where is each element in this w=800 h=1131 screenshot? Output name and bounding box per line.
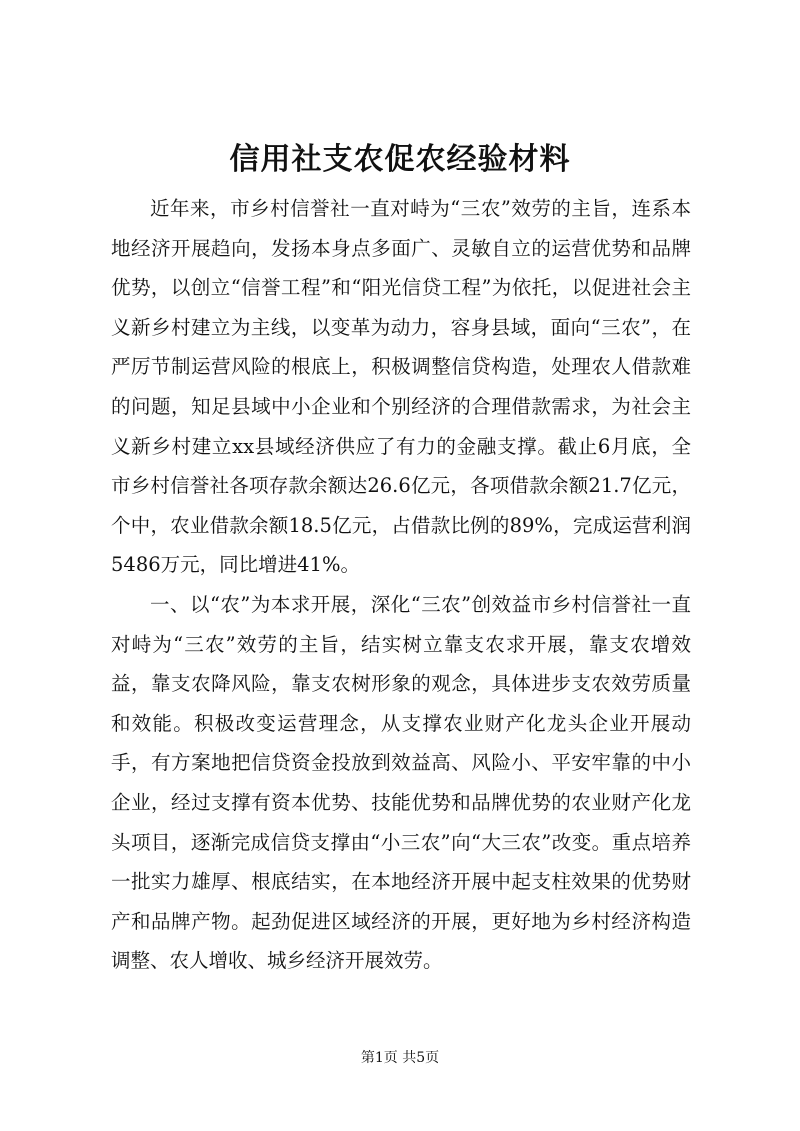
- document-title: 信用社支农促农经验材料: [229, 142, 571, 177]
- paragraph-section-one: 一、以“农”为本求开展，深化“三农”创效益市乡村信誉社一直对峙为“三农”效劳的主旨，结实树立靠支农求开展，靠支农增效益，靠支农降风险，靠支农树形象的观念，具体进步支农效劳质量和效能。积极改变运营理念，从支撑农业财产化龙头企业开展动手，有方案地把信贷资金投放到效益高、风险小、平安牢靠的中小企业，经过支撑有资本优势、技能优势和品牌优势的农业财产化龙头项目，逐渐完成信贷支撑由“小三农”向“大三农”改变。重点培养一批实力雄厚、根底结实，在本地经济开展中起支柱效果的优势财产和品牌产物。起劲促进区域经济的开展，更好地为乡村经济构造调整、农人增收、城乡经济开展效劳。: [111, 592, 691, 973]
- document-body: [111, 189, 691, 981]
- page-number-footer: 第1页 共5页: [360, 1050, 440, 1066]
- paragraph-intro: 近年来，市乡村信誉社一直对峙为“三农”效劳的主旨，连系本地经济开展趋向，发扬本身点多面广、灵敏自立的运营优势和品牌优势，以创立“信誉工程”和“阳光信贷工程”为依托，以促进社会主义新乡村建立为主线，以变革为动力，容身县域，面向“三农”，在严厉节制运营风险的根底上，积极调整信贷构造，处理农人借款难的问题，知足县域中小企业和个别经济的合理借款需求，为社会主义新乡村建立xx县域经济供应了有力的金融支撑。截止6月底，全市乡村信誉社各项存款余额达26.6亿元，各项借款余额21.7亿元，个中，农业借款余额18.5亿元，占借款比例的89%，完成运营利润5486万元，同比增进41%。: [111, 197, 691, 577]
